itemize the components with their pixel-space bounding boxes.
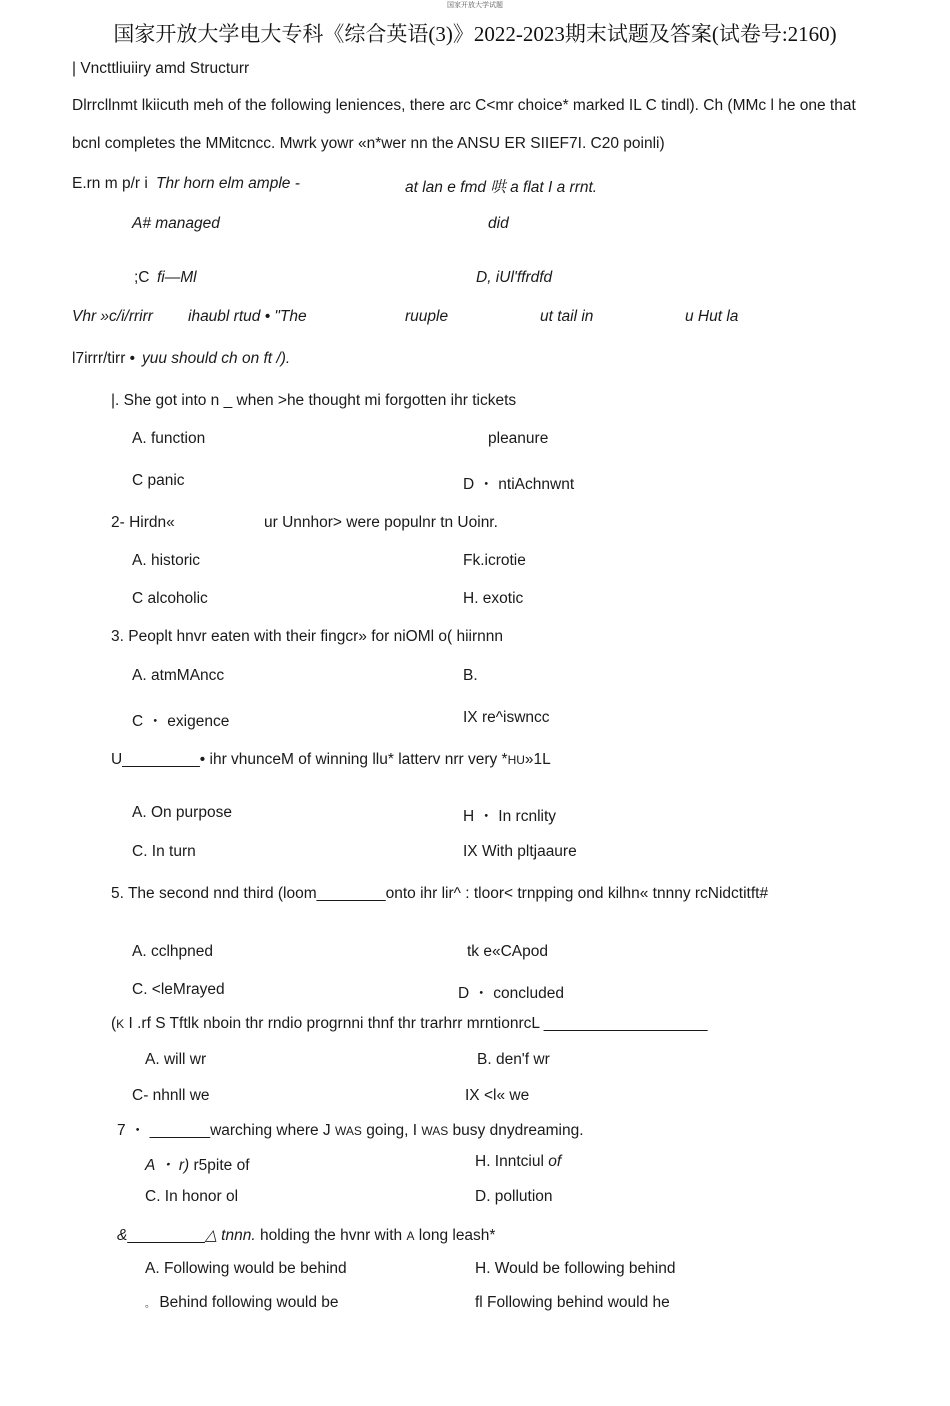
- question-2-option-b: Fk.icrotie: [463, 552, 526, 569]
- question-2-option-d: H. exotic: [463, 590, 524, 607]
- question-6-option-c: C- nhnll we: [132, 1087, 210, 1104]
- example-note-d: ut tail in: [540, 308, 594, 325]
- question-7-stem-b: going, I: [361, 1122, 422, 1139]
- question-7-option-b: [475, 1153, 561, 1171]
- example-option-d: D, iUl'ffrdfd: [476, 269, 553, 286]
- example-label: E.rn m p/r i: [72, 175, 148, 192]
- question-1-option-c: C panic: [132, 472, 185, 489]
- question-8-stem-b: holding the hvnr with: [255, 1227, 407, 1244]
- question-6-stem-a: (: [111, 1015, 117, 1032]
- question-7-stem-a: 7 ・ _______warching where J: [117, 1122, 335, 1139]
- question-8-option-a: A. Following would be behind: [145, 1260, 347, 1277]
- question-8-option-d: fl Following behind would he: [475, 1294, 670, 1311]
- question-4-option-a: A. On purpose: [132, 804, 232, 821]
- page-header: 国家开放大学试题: [447, 1, 503, 9]
- example-note-c: ruuple: [405, 308, 449, 325]
- question-4-option-c: C. In turn: [132, 843, 196, 860]
- example-option-b: did: [488, 215, 509, 232]
- question-5-option-a: A. cclhpned: [132, 943, 213, 960]
- question-8-option-c-text: Behind following would be: [159, 1294, 339, 1311]
- example-option-c-prefix: ;C: [134, 269, 150, 286]
- example-note-f: l7irrr/tirr •: [72, 350, 136, 367]
- question-3-option-c: C ・ exigence: [132, 713, 230, 730]
- question-7-option-a-italic: A ・ r): [145, 1157, 190, 1174]
- question-8-option-b: H. Would be following behind: [475, 1260, 676, 1277]
- question-1-option-a: A. function: [132, 430, 206, 447]
- question-3-option-b: B.: [463, 667, 478, 684]
- question-8-option-c-mark: 。: [145, 1299, 155, 1310]
- example-stem-b: at lan e fmd 哄 a flat I a rrnt.: [405, 179, 598, 196]
- example-note-g: yuu should ch on ft /).: [142, 350, 291, 367]
- question-4-option-d: IX With pltjaaure: [463, 843, 577, 860]
- question-8-stem: [117, 1226, 495, 1245]
- question-4-option-b: H ・ In rcnlity: [463, 808, 557, 825]
- question-5-option-d: D ・ concluded: [458, 985, 564, 1002]
- question-5-stem: 5. The second nnd third (loom________onto ihr lir^ : tloor< trnpping ond kilhn« tnnny rcNidctitft#: [111, 885, 769, 902]
- question-8-stem-italic-b: △ tnnn.: [204, 1227, 256, 1244]
- question-7-stem-small: WAS: [335, 1124, 362, 1138]
- question-4-stem-b: »1L: [524, 751, 551, 768]
- question-8-option-c: [145, 1294, 339, 1312]
- question-8-stem-small: A: [406, 1229, 415, 1243]
- section-heading: | Vncttliuiiry amd Structurr: [72, 60, 250, 77]
- question-1-option-d: D ・ ntiAchnwnt: [463, 476, 575, 493]
- example-note-e: u Hut la: [685, 308, 739, 325]
- question-7-option-c: C. In honor ol: [145, 1188, 239, 1205]
- question-4-stem-small: HU: [507, 753, 525, 767]
- instructions-line-2: bcnl completes the MMitcncc. Mwrk yowr «n*wer nn the ANSU ER SIIEF7I. C20 poinli): [72, 135, 665, 152]
- question-5-option-c: C. <leMrayed: [132, 981, 225, 998]
- question-2-stem-b: ur Unnhor> were populnr tn Uoinr.: [264, 514, 498, 531]
- question-7-option-a: [145, 1153, 250, 1175]
- example-note-b: ihaubl rtud • "The: [188, 308, 307, 325]
- question-7-stem-small-2: WAS: [421, 1124, 449, 1138]
- example-option-a: A# managed: [132, 215, 220, 232]
- question-7-option-b-italic: of: [548, 1153, 562, 1170]
- question-5-option-b: tk e«CApod: [467, 943, 548, 960]
- question-7-option-b-text: H. Inntciul: [475, 1153, 549, 1170]
- question-4-stem-a: U_________• ihr vhunceM of winning llu* latterv nrr very *: [111, 751, 508, 768]
- question-6-option-d: IX <l« we: [465, 1087, 530, 1104]
- question-6-option-b: B. den'f wr: [477, 1051, 550, 1068]
- question-2-stem-a: 2- Hirdn«: [111, 514, 175, 531]
- question-8-stem-c: long leash*: [414, 1227, 496, 1244]
- question-6-option-a: A. will wr: [145, 1051, 207, 1068]
- question-7-stem: [117, 1118, 584, 1140]
- question-7-stem-c: busy dnydreaming.: [448, 1122, 584, 1139]
- question-3-option-a: A. atmMAncc: [132, 667, 225, 684]
- question-3-stem: 3. Peoplt hnvr eaten with their fingcr» for niOMl o( hiirnnn: [111, 628, 503, 645]
- example-stem-a: Thr horn elm ample -: [156, 175, 300, 192]
- question-2-option-a: A. historic: [132, 552, 201, 569]
- question-4-stem: [111, 751, 551, 769]
- question-7-option-d: D. pollution: [475, 1188, 553, 1205]
- question-3-option-d: IX re^iswncc: [463, 709, 550, 726]
- question-1-option-b: pleanure: [488, 430, 549, 447]
- question-6-stem-small: K: [116, 1017, 125, 1031]
- example-note-a: Vhr »c/i/rrirr: [72, 308, 153, 325]
- question-1-stem: |. She got into n _ when >he thought mi forgotten ihr tickets: [111, 392, 517, 409]
- question-8-stem-italic-a: &: [117, 1227, 128, 1244]
- example-option-c: fi—Ml: [157, 269, 197, 286]
- question-6-stem: [111, 1015, 708, 1033]
- question-6-stem-b: I .rf S Tftlk nboin thr rndio progrnni thnf thr trarhrr mrntionrcL ___________________: [124, 1015, 708, 1032]
- question-7-option-a-text: r5pite of: [189, 1157, 250, 1174]
- instructions-line-1: Dlrrcllnmt lkiicuth meh of the following leniences, there arc C<mr choice* marked IL C tindl). Ch (MMc l he one that: [72, 97, 856, 114]
- question-8-stem-a: _________: [127, 1227, 205, 1244]
- page-title: 国家开放大学电大专科《综合英语(3)》2022-2023期末试题及答案(试卷号:2160): [113, 22, 837, 46]
- question-2-option-c: C alcoholic: [132, 590, 208, 607]
